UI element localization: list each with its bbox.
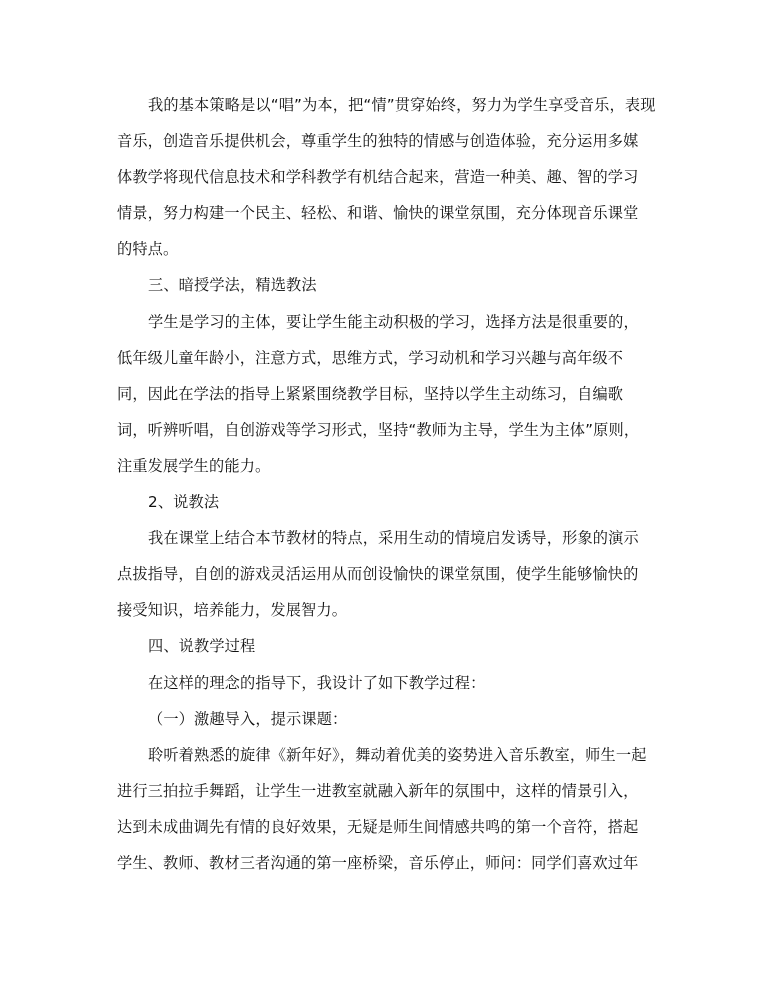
text-line: 三、暗授学法，精选教法	[148, 276, 317, 295]
text-line: 的特点。	[117, 240, 179, 259]
text-line: 我在课堂上结合本节教材的特点，采用生动的情境启发诱导，形象的演示	[148, 529, 639, 548]
text-line: 学生是学习的主体，要让学生能主动积极的学习，选择方法是很重要的，	[148, 312, 639, 331]
text-line: 音乐，创造音乐提供机会，尊重学生的独特的情感与创造体验，充分运用多媒	[117, 132, 639, 151]
text-line: 同，因此在学法的指导上紧紧围绕教学目标，坚持以学生主动练习，自编歌	[117, 384, 624, 403]
text-line: 在这样的理念的指导下，我设计了如下教学过程：	[148, 673, 486, 692]
text-line: （一）激趣导入，提示课题：	[148, 709, 348, 728]
text-line: 点拔指导，自创的游戏灵活运用从而创设愉快的课堂氛围，使学生能够愉快的	[117, 565, 639, 584]
text-line: 接受知识，培养能力，发展智力。	[117, 601, 348, 620]
text-line: 我的基本策略是以“唱”为本，把“情”贯穿始终，努力为学生享受音乐，表现	[148, 96, 656, 114]
text-line: 低年级儿童年龄小，注意方式，思维方式，学习动机和学习兴趣与高年级不	[117, 348, 624, 367]
text-line: 注重发展学生的能力。	[117, 456, 271, 475]
text-line: 情景，努力构建一个民主、轻松、和谐、愉快的课堂氛围，充分体现音乐课堂	[117, 204, 639, 223]
text-line: 2、说教法	[148, 493, 220, 512]
text-line: 达到未成曲调先有情的良好效果，无疑是师生间情感共鸣的第一个音符，搭起	[117, 817, 639, 836]
text-line: 词，听辨听唱，自创游戏等学习形式，坚持“教师为主导，学生为主体”原则，	[117, 420, 640, 439]
text-line: 学生、教师、教材三者沟通的第一座桥梁，音乐停止，师问：同学们喜欢过年	[117, 853, 639, 872]
text-line: 进行三拍拉手舞蹈，让学生一进教室就融入新年的氛围中，这样的情景引入，	[117, 781, 639, 800]
document-body	[117, 87, 662, 881]
text-line: 聆听着熟悉的旋律《新年好》，舞动着优美的姿势进入音乐教室，师生一起	[148, 745, 647, 764]
text-line: 体教学将现代信息技术和学科教学有机结合起来，营造一种美、趣、智的学习	[117, 168, 639, 187]
text-line: 四、说教学过程	[148, 637, 256, 656]
